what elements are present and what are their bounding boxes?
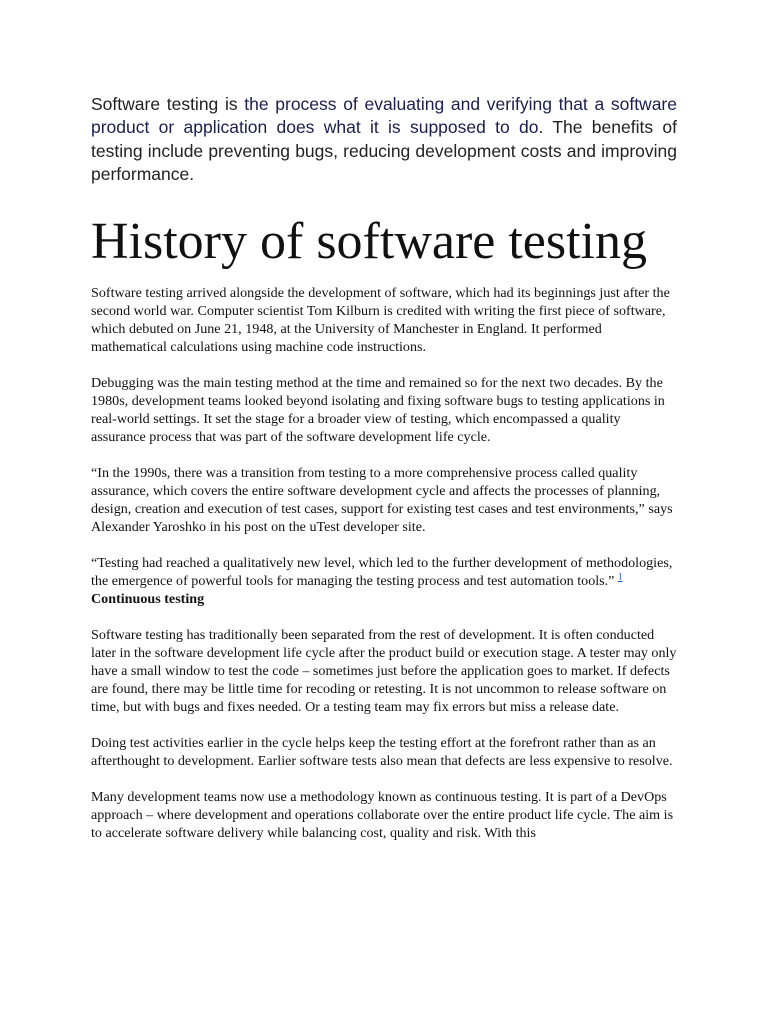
intro-text-start: Software testing is	[91, 94, 245, 114]
continuous-paragraph-2: Doing test activities earlier in the cycle helps keep the testing effort at the forefront rather than as an afterthought to development. Earlier software tests also mean that defects are less expensive to resolve.	[91, 735, 673, 770]
history-paragraph-1: Software testing arrived alongside the development of software, which had its beginnings just after the second world war. Computer scientist Tom Kilburn is credited with writing the first piece of software, which debuted on June 21, 1948, at the University of Manchester in England. It performed mathematical calculations using machine code instructions.	[91, 285, 670, 356]
continuous-paragraph-3: Many development teams now use a methodology known as continuous testing. It is part of a DevOps approach – where development and operations collaborate over the entire product life cycle. The aim is to accelerate software delivery while balancing cost, quality and risk. With this	[91, 789, 674, 842]
intro-highlighted-definition: the process of evaluating and verifying that a software product or application does what it is supposed to do	[91, 94, 677, 138]
continuous-testing-heading: Continuous testing	[91, 591, 205, 608]
history-paragraph-4	[91, 554, 677, 590]
history-paragraph-3: “In the 1990s, there was a transition from testing to a more comprehensive process called quality assurance, which covers the entire software development cycle and affects the processes of planning, design, creation and execution of test cases, support for existing test cases and test environments,” says Alexander Yaroshko in his post on the uTest developer site.	[91, 465, 673, 536]
history-paragraph-4-text: “Testing had reached a qualitatively new level, which led to the further development of methodologies, the emergence of powerful tools for managing the testing process and test automation tools.”	[91, 555, 673, 590]
footnote-link[interactable]: 1	[617, 571, 623, 582]
document-page	[91, 93, 677, 842]
history-paragraph-2: Debugging was the main testing method at the time and remained so for the next two decades. By the 1980s, development teams looked beyond isolating and fixing software bugs to testing applications in real-world settings. It set the stage for a broader view of testing, which encompassed a quality assurance process that was part of the software development life cycle.	[91, 375, 665, 446]
continuous-paragraph-1: Software testing has traditionally been separated from the rest of development. It is often conducted later in the software development life cycle after the product build or execution stage. A tester may only have a small window to test the code – sometimes just before the application goes to market. If defects are found, there may be little time for recoding or retesting. It is not uncommon to release software on time, but with bugs and fixes needed. Or a testing team may fix errors but miss a release date.	[91, 627, 677, 716]
history-heading: History of software testing	[91, 213, 648, 271]
intro-paragraph	[91, 93, 677, 186]
intro-text-end: . The benefits of testing include preventing bugs, reducing development costs and improving performance.	[91, 117, 677, 184]
